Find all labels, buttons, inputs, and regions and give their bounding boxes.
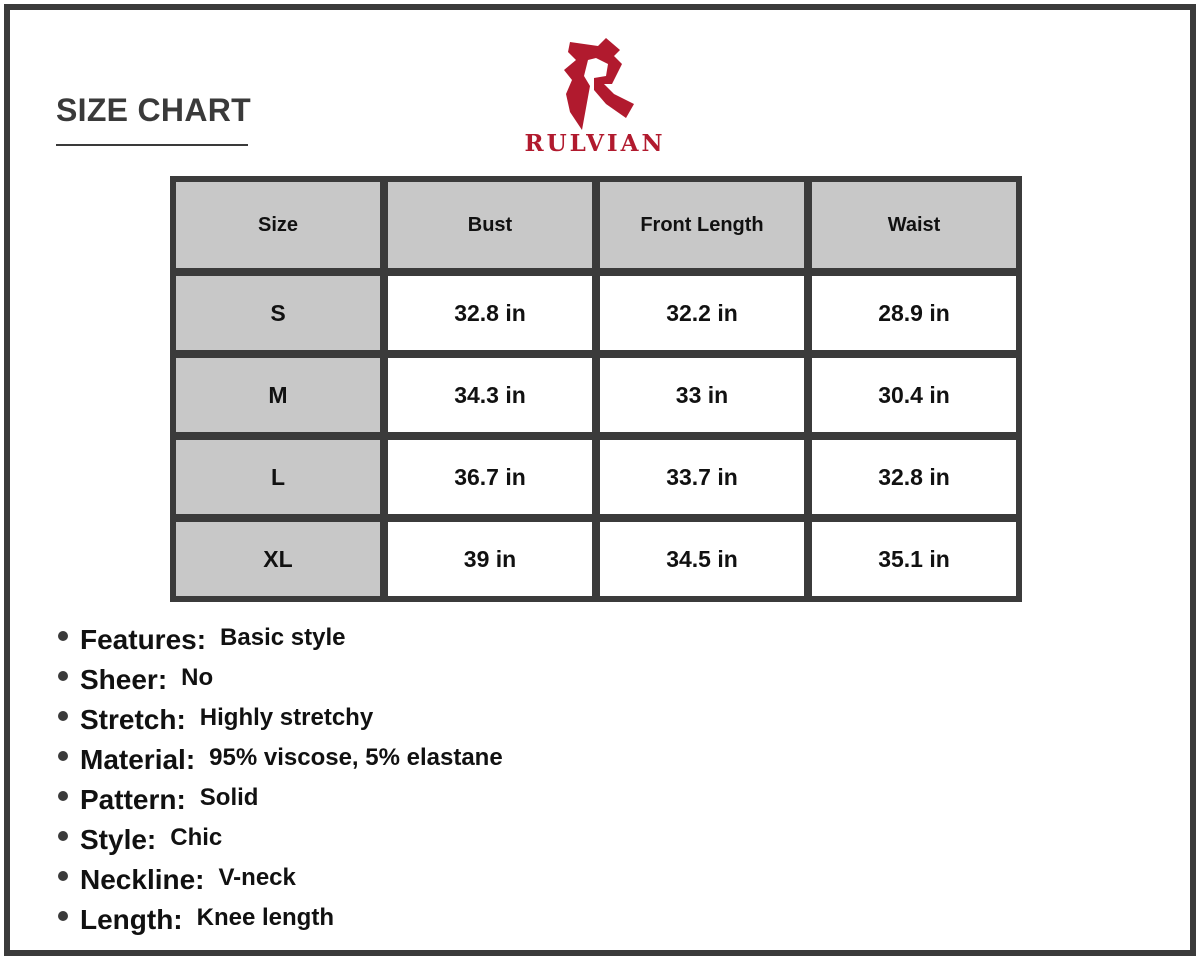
waist-cell: 32.8 in xyxy=(812,440,1016,514)
feature-label: Sheer: xyxy=(80,664,168,695)
feature-value: No xyxy=(181,664,214,691)
size-table xyxy=(170,176,1022,602)
feature-label: Neckline: xyxy=(80,864,205,895)
table-row xyxy=(176,276,1016,350)
front-length-cell: 33.7 in xyxy=(600,440,804,514)
bullet-icon xyxy=(58,831,68,841)
list-item xyxy=(58,784,503,824)
bullet-icon xyxy=(58,791,68,801)
list-item xyxy=(58,864,503,904)
feature-value: Solid xyxy=(199,784,259,811)
feature-value: Knee length xyxy=(196,904,334,931)
bust-cell: 32.8 in xyxy=(388,276,592,350)
list-item xyxy=(58,744,503,784)
bullet-icon xyxy=(58,711,68,721)
list-item xyxy=(58,904,503,944)
bullet-icon xyxy=(58,671,68,681)
bust-cell: 39 in xyxy=(388,522,592,596)
waist-cell: 30.4 in xyxy=(812,358,1016,432)
feature-value: 95% viscose, 5% elastane xyxy=(209,744,503,771)
list-item xyxy=(58,824,503,864)
waist-cell: 28.9 in xyxy=(812,276,1016,350)
feature-label: Style: xyxy=(80,824,157,855)
bullet-icon xyxy=(58,911,68,921)
table-row xyxy=(176,522,1016,596)
table-row xyxy=(176,440,1016,514)
feature-label: Pattern: xyxy=(80,784,186,815)
bullet-icon xyxy=(58,751,68,761)
page-title: SIZE CHART xyxy=(56,92,251,128)
title-underline xyxy=(56,144,248,146)
list-item xyxy=(58,624,503,664)
bust-cell: 36.7 in xyxy=(388,440,592,514)
size-cell: L xyxy=(176,440,380,514)
bust-cell: 34.3 in xyxy=(388,358,592,432)
size-cell: S xyxy=(176,276,380,350)
size-cell: M xyxy=(176,358,380,432)
feature-value: Basic style xyxy=(220,624,346,651)
brand-name: RULVIAN xyxy=(524,130,666,157)
column-header-bust: Bust xyxy=(388,182,592,268)
feature-label: Features: xyxy=(80,624,207,655)
list-item xyxy=(58,704,503,744)
feature-value: V-neck xyxy=(218,864,296,891)
feature-value: Highly stretchy xyxy=(199,704,374,731)
feature-label: Length: xyxy=(80,904,183,935)
feature-label: Stretch: xyxy=(80,704,186,735)
size-cell: XL xyxy=(176,522,380,596)
bullet-icon xyxy=(58,871,68,881)
column-header-front-length: Front Length xyxy=(600,182,804,268)
front-length-cell: 32.2 in xyxy=(600,276,804,350)
waist-cell: 35.1 in xyxy=(812,522,1016,596)
feature-label: Material: xyxy=(80,744,196,775)
column-header-size: Size xyxy=(176,182,380,268)
list-item xyxy=(58,664,503,704)
table-header-row xyxy=(176,182,1016,268)
feature-list xyxy=(58,624,503,944)
front-length-cell: 34.5 in xyxy=(600,522,804,596)
feature-value: Chic xyxy=(170,824,223,851)
front-length-cell: 33 in xyxy=(600,358,804,432)
table-row xyxy=(176,358,1016,432)
column-header-waist: Waist xyxy=(812,182,1016,268)
bullet-icon xyxy=(58,631,68,641)
